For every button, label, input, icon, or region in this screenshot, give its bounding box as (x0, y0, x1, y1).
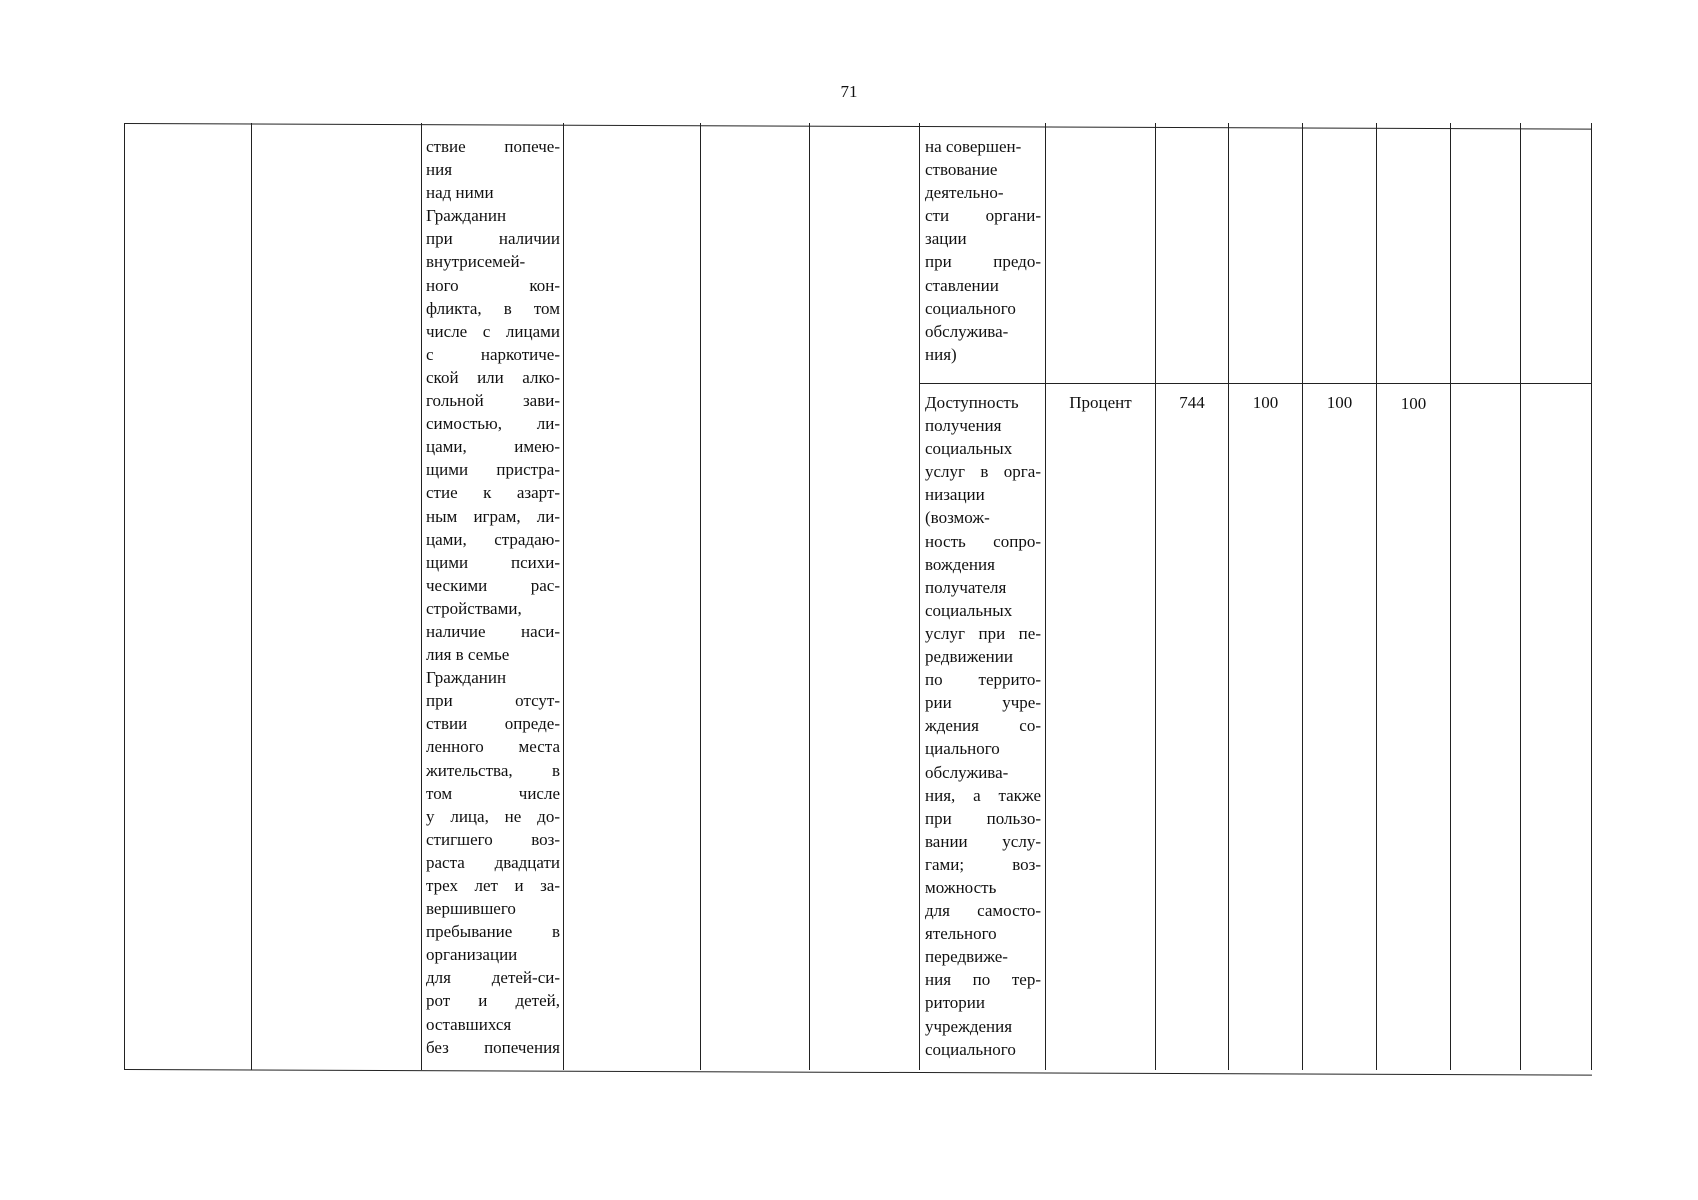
text-line: ствование (925, 160, 998, 180)
text-line: ствие попече- (426, 137, 560, 156)
text-line: ленного места (426, 737, 560, 757)
text-line: социальных (925, 439, 1013, 459)
text-line: организации (426, 945, 518, 965)
text-line: Доступность (925, 393, 1019, 412)
text-line: без попечения (426, 1037, 560, 1057)
text-line: у лица, не до- (426, 806, 560, 826)
text-line: симостью, ли- (426, 414, 560, 434)
text-line: услуг при пе- (925, 623, 1041, 643)
text-line: деятельно- (925, 183, 1004, 203)
col-border-14 (1591, 123, 1592, 1070)
text-line: циального (925, 739, 1000, 759)
text-line: цами, имею- (426, 437, 560, 457)
col-border-1 (251, 123, 252, 1070)
col-border-4 (700, 123, 701, 1070)
text-line: получения (925, 416, 1002, 436)
text-line: ным играм, ли- (426, 506, 560, 526)
text-line: социального (925, 298, 1016, 318)
text-line: трех лет и за- (426, 876, 560, 895)
text-line: ской или алко- (426, 367, 560, 387)
text-line: над ними (426, 183, 494, 203)
text-line: внутрисемей- (426, 252, 526, 272)
text-line: щими психи- (426, 552, 560, 572)
text-line: ния по тер- (925, 970, 1041, 990)
page-number: 71 (840, 82, 858, 101)
text-line: оставшихся (426, 1014, 512, 1034)
text-line: редвижении (925, 647, 1013, 667)
text-line: социального (925, 1039, 1016, 1059)
indicator-quality-cell (925, 135, 1041, 366)
col-border-11 (1376, 123, 1377, 1070)
col-border-7 (1045, 123, 1046, 1070)
text-line: получателя (925, 577, 1007, 597)
text-line: вании услу- (925, 831, 1041, 851)
col-border-10 (1302, 123, 1303, 1070)
text-line: социальных (925, 600, 1013, 620)
text-line: гами; воз- (925, 854, 1041, 874)
text-line: раста двадцати (426, 852, 560, 872)
col-border-8 (1155, 123, 1156, 1070)
text-line: для детей-си- (426, 968, 560, 988)
text-line: при пользо- (925, 808, 1041, 828)
text-line: фликта, в том (426, 298, 560, 318)
text-line: зации (925, 229, 967, 249)
text-line: лия в семье (426, 645, 510, 665)
col-border-2 (421, 123, 422, 1070)
text-line: с наркотиче- (426, 344, 560, 364)
text-line: ятельного (925, 924, 997, 944)
col-border-6 (919, 123, 920, 1070)
col-border-9 (1228, 123, 1229, 1070)
text-line: стройствами, (426, 598, 522, 618)
text-line: обслужива- (925, 321, 1009, 341)
indicator-row-divider (920, 383, 1592, 384)
col-border-0 (124, 123, 125, 1070)
col-border-12 (1450, 123, 1451, 1070)
services-table (124, 123, 1592, 1070)
text-line: жительства, в (426, 760, 560, 780)
table-top-border (124, 123, 1592, 130)
text-line: учреждения (925, 1016, 1013, 1036)
value-cell-2: 100 (1326, 393, 1353, 412)
text-line: рии учре- (925, 693, 1041, 713)
text-line: при наличии (426, 229, 560, 249)
text-line: ствии опреде- (426, 714, 560, 734)
text-line: рот и детей, (426, 991, 560, 1011)
text-line: том числе (426, 783, 560, 803)
text-line: вершившего (426, 899, 516, 919)
text-line: обслужива- (925, 762, 1009, 782)
text-line: сти органи- (925, 206, 1041, 226)
text-line: ческими рас- (426, 575, 560, 595)
text-line: (возмож- (925, 508, 990, 528)
text-line: числе с лицами (426, 321, 560, 341)
text-line: щими пристра- (426, 460, 560, 480)
text-line: по террито- (925, 670, 1041, 690)
text-line: при отсут- (426, 691, 560, 711)
unit-cell: Процент (1069, 393, 1132, 412)
text-line: цами, страдаю- (426, 529, 560, 549)
text-line: вождения (925, 554, 995, 574)
text-line: ность сопро- (925, 531, 1041, 551)
text-line: ждения со- (925, 716, 1041, 736)
text-line: стие к азарт- (426, 483, 560, 503)
col-border-13 (1520, 123, 1521, 1070)
text-line: передвиже- (925, 947, 1008, 967)
text-line: ния, а также (925, 785, 1041, 805)
table-bottom-border (124, 1069, 1592, 1076)
text-line: ния (426, 160, 453, 180)
text-line: наличие наси- (426, 621, 560, 641)
col-border-3 (563, 123, 564, 1070)
text-line: на совершен- (925, 137, 1022, 156)
text-line: пребывание в (426, 922, 560, 942)
okei-code-cell: 744 (1179, 393, 1205, 412)
text-line: услуг в орга- (925, 462, 1041, 482)
text-line: ставлении (925, 275, 999, 295)
text-line: при предо- (925, 252, 1041, 272)
category-description-cell (426, 135, 560, 1059)
col-border-5 (809, 123, 810, 1070)
text-line: для самосто- (925, 901, 1041, 921)
text-line: можность (925, 877, 997, 897)
value-cell-3: 100 (1400, 394, 1427, 413)
value-cell-1: 100 (1252, 393, 1279, 412)
text-line: низации (925, 485, 985, 505)
indicator-accessibility-cell (925, 391, 1041, 1061)
text-line: стигшего воз- (426, 829, 560, 849)
text-line: ного кон- (426, 275, 560, 295)
text-line: гольной зави- (426, 391, 560, 411)
text-line: Гражданин (426, 206, 507, 226)
text-line: Гражданин (426, 668, 507, 688)
text-line: ния) (925, 344, 957, 364)
text-line: ритории (925, 993, 985, 1013)
